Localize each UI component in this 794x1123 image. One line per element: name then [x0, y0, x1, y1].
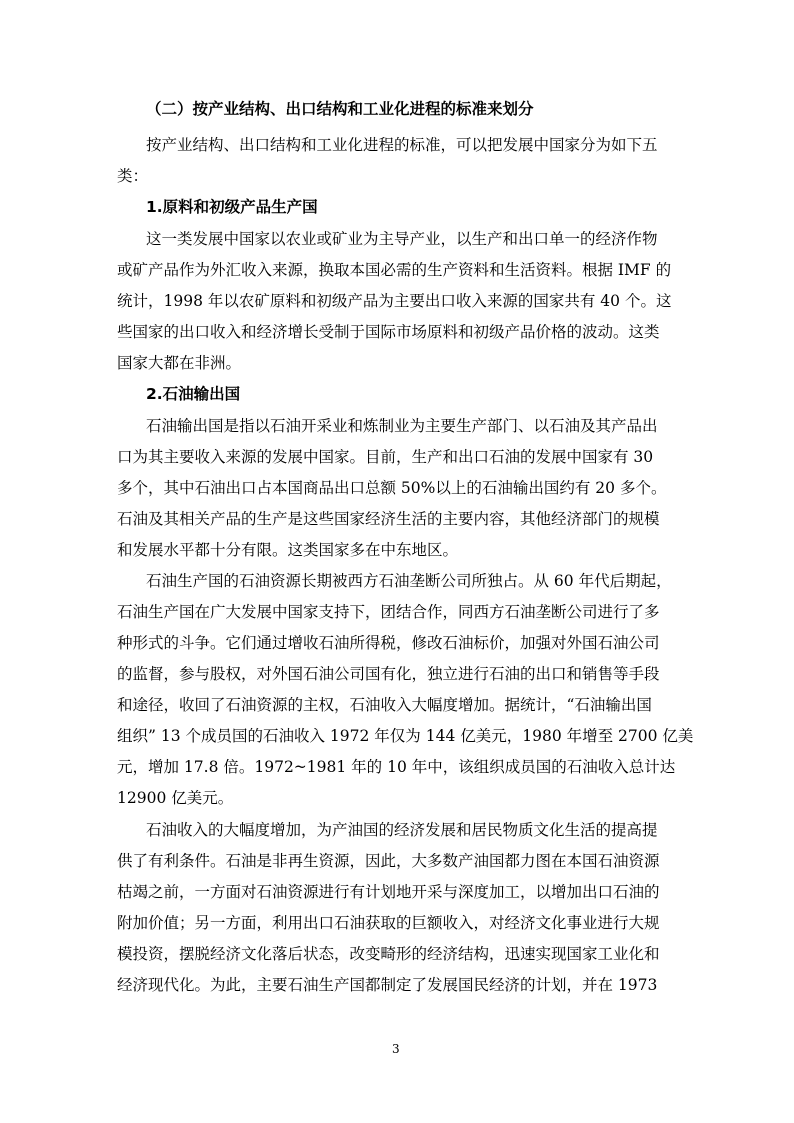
paragraph-line: 和发展水平都十分有限。这类国家多在中东地区。 [117, 541, 459, 559]
paragraph-line: 元，增加 17.8 倍。1972~1981 年的 10 年中，该组织成员国的石油收入总计达 [117, 758, 676, 776]
paragraph-line: 经济现代化。为此，主要石油生产国都制定了发展国民经济的计划，并在 1973 [117, 976, 658, 994]
paragraph-line: 供了有利条件。石油是非再生资源，因此，大多数产油国都力图在本国石油资源 [117, 852, 660, 870]
paragraph-line: 枯竭之前，一方面对石油资源进行有计划地开采与深度加工，以增加出口石油的 [117, 883, 660, 901]
paragraph-line: 石油生产国的石油资源长期被西方石油垄断公司所独占。从 60 年代后期起， [146, 572, 672, 590]
paragraph-line: 12900 亿美元。 [117, 789, 234, 807]
paragraph-line: 国家大都在非洲。 [117, 354, 242, 372]
paragraph-line: 或矿产品作为外汇收入来源，换取本国必需的生产资料和生活资料。根据 IMF 的 [117, 261, 672, 279]
paragraph-line: 石油生产国在广大发展中国家支持下，团结合作，同西方石油垄断公司进行了多 [117, 603, 660, 621]
paragraph-line: 石油输出国是指以石油开采业和炼制业为主要生产部门、以石油及其产品出 [146, 417, 658, 435]
paragraph-line: 多个，其中石油出口占本国商品出口总额 50%以上的石油输出国约有 20 多个。 [117, 479, 667, 497]
paragraph-line: 些国家的出口收入和经济增长受制于国际市场原料和初级产品价格的波动。这类 [117, 323, 660, 341]
intro-line: 按产业结构、出口结构和工业化进程的标准，可以把发展中国家分为如下五 [146, 136, 658, 154]
paragraph-line: 的监督，参与股权，对外国石油公司国有化，独立进行石油的出口和销售等手段 [117, 665, 660, 683]
section-heading: （二）按产业结构、出口结构和工业化进程的标准来划分 [146, 100, 534, 118]
subsection-heading-1: 1.原料和初级产品生产国 [146, 198, 318, 216]
paragraph-line: 附加价值；另一方面，利用出口石油获取的巨额收入，对经济文化事业进行大规 [117, 914, 660, 932]
paragraph-line: 种形式的斗争。它们通过增收石油所得税，修改石油标价，加强对外国石油公司 [117, 634, 660, 652]
paragraph-line: 模投资，摆脱经济文化落后状态，改变畸形的经济结构，迅速实现国家工业化和 [117, 945, 660, 963]
paragraph-line: 统计，1998 年以农矿原料和初级产品为主要出口收入来源的国家共有 40 个。这 [117, 292, 672, 310]
paragraph-line: 口为其主要收入来源的发展中国家。目前，生产和出口石油的发展中国家有 30 [117, 448, 654, 466]
intro-line: 类： [117, 167, 149, 185]
paragraph-line: 石油及其相关产品的生产是这些国家经济生活的主要内容，其他经济部门的规模 [117, 510, 660, 528]
paragraph-line: 组织” 13 个成员国的石油收入 1972 年仅为 144 亿美元，1980 年增至 2700 亿美 [117, 727, 694, 745]
page-number: 3 [392, 1042, 400, 1056]
paragraph-line: 石油收入的大幅度增加，为产油国的经济发展和居民物质文化生活的提高提 [146, 821, 658, 839]
subsection-heading-2: 2.石油输出国 [146, 385, 241, 403]
paragraph-line: 和途径，收回了石油资源的主权，石油收入大幅度增加。据统计，“石油输出国 [117, 696, 652, 714]
paragraph-line: 这一类发展中国家以农业或矿业为主导产业，以生产和出口单一的经济作物 [146, 230, 658, 248]
